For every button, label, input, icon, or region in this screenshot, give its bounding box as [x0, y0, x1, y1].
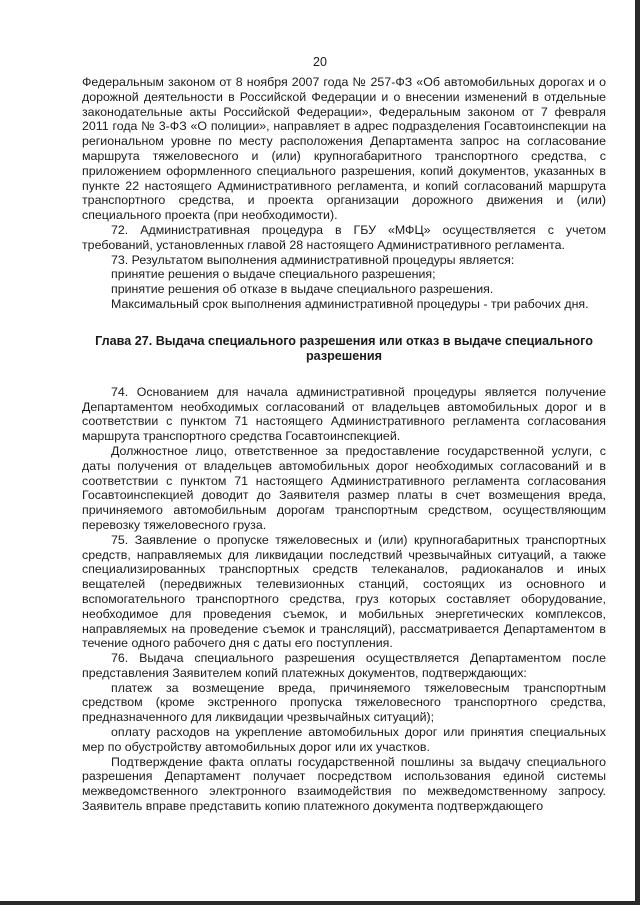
paragraph-73: 73. Результатом выполнения административной процедуры является:	[111, 252, 515, 267]
list-item-harm-payment: платеж за возмещение вреда, причиняемого тяжеловесным транспортным средством (кроме экстренного пропуска тяжеловесного транспортного средства, предназначенного для ликвидации чрезвычайных ситуаций);	[82, 680, 606, 725]
paragraph-max-term: Максимальный срок выполнения административной процедуры - три рабочих дня.	[111, 296, 589, 311]
list-item-refuse: принятие решения об отказе в выдаче специального разрешения.	[111, 282, 494, 297]
list-item-approve: принятие решения о выдаче специального разрешения;	[111, 267, 436, 282]
list-item-road-costs: оплату расходов на укрепление автомобильных дорог или принятия специальных мер по обустройству автомобильных дорог или их участков.	[82, 725, 606, 754]
chapter-title: Глава 27. Выдача специального разрешения или отказ в выдаче специального разрешения	[95, 333, 593, 363]
scan-edge-right	[635, 0, 640, 905]
paragraph-75: 75. Заявление о пропуске тяжеловесных и (или) крупногабаритных транспортных средств, направляемых для ликвидации последствий чрезвычайных ситуаций, а также специализированных транспортных средств телеканалов, радиоканалов и иных вещателей (передвижных телевизионных станций, состоящих из основного и вспомогательного транспортного средства, груз которых составляет оборудование, необходимое для проведения съемок, и мобильных энергетических комплексов, направляемых на проведение съемок и трансляций), рассматривается Департаментом в течение одного рабочего дня с даты его поступления.	[82, 532, 606, 651]
paragraph-72: 72. Административная процедура в ГБУ «МФЦ» осуществляется с учетом требований, установленных главой 28 настоящего Административного регламента.	[82, 222, 606, 252]
paragraph-74: 74. Основанием для начала административной процедуры является получение Департаментом необходимых согласований от владельцев автомобильных дорог и в соответствии с пунктом 71 настоящего Административного регламента согласования маршрута транспортного средства Госавтоинспекцией.	[82, 384, 606, 444]
paragraph-official: Должностное лицо, ответственное за предоставление государственной услуги, с даты получения от владельцев автомобильных дорог необходимых согласований и в соответствии с пунктом 71 настоящего Административного регламента согласования Госавтоинспекцией доводит до Заявителя размер платы в счет возмещения вреда, причиняемого автомобильным дорогам транспортным средством, осуществляющим перевозку тяжеловесного груза.	[82, 443, 606, 532]
paragraph-state-fee: Подтверждение факта оплаты государственной пошлины за выдачу специального разрешения Департамент получает посредством использования единой системы межведомственного электронного взаимодействия по межведомственному запросу. Заявитель вправе представить копию платежного документа подтверждающего	[82, 754, 606, 814]
scan-edge-bottom	[0, 901, 640, 905]
page-number: 20	[313, 55, 327, 69]
paragraph-continuation: Федеральным законом от 8 ноября 2007 года № 257-ФЗ «Об автомобильных дорогах и о дорожной деятельности в Российской Федерации и о внесении изменений в отдельные законодательные акты Российской Федерации», Федеральным законом от 7 февраля 2011 года № 3-ФЗ «О полиции», направляет в адрес подразделения Госавтоинспекции на региональном уровне по месту расположения Департамента запрос на согласование маршрута тяжеловесного и (или) крупногабаритного транспортного средства, с приложением оформленного специального разрешения, копий документов, указанных в пункте 22 настоящего Административного регламента, и копий согласований маршрута транспортного средства, и проекта организации дорожного движения и (или) специального проекта (при необходимости).	[82, 75, 606, 223]
paragraph-76: 76. Выдача специального разрешения осуществляется Департаментом после представления Заявителем копий платежных документов, подтверждающих:	[82, 651, 606, 680]
document-body	[82, 75, 606, 814]
